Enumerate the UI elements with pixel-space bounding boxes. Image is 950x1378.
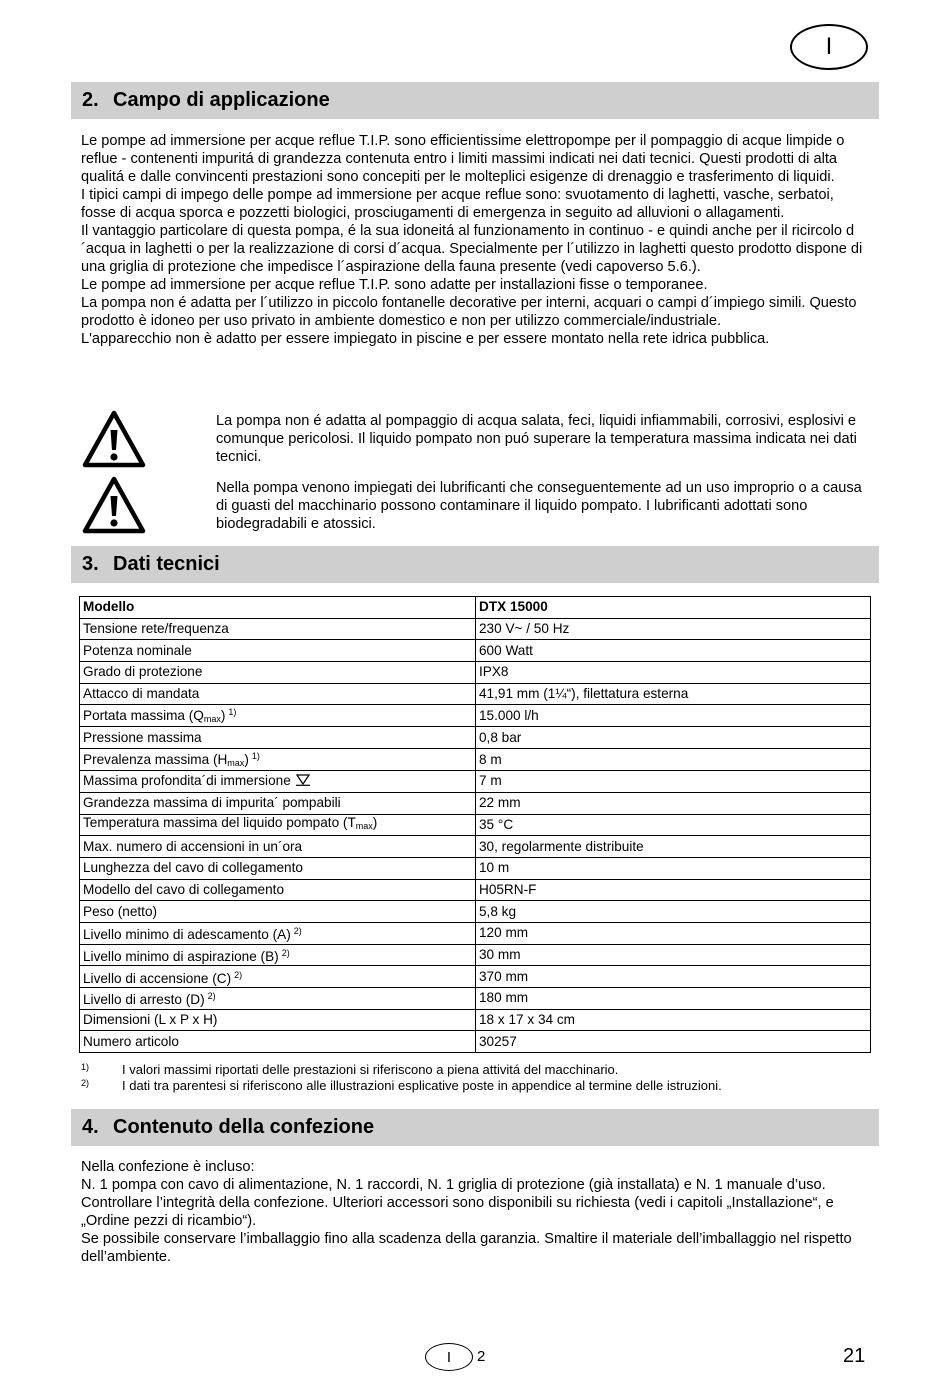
table-row: [80, 944, 871, 966]
footnote-reference: 2): [207, 991, 216, 1002]
row-label-text: Livello di arresto (D): [83, 992, 205, 1008]
row-value: 30257: [476, 1031, 871, 1053]
paragraph: I tipici campi di impego delle pompe ad immersione per acque reflue sono: svuotamento di laghetti, vasche, serbatoi, fosse di acqua sporca e pozzetti biologici, prosciugamenti di emergenza in seguito ad alluvioni o allagamenti.: [81, 187, 834, 221]
table-row: [80, 814, 871, 836]
row-value: 600 Watt: [476, 640, 871, 662]
section-4-title: Contenuto della confezione: [113, 1116, 375, 1138]
row-value: 7 m: [476, 771, 871, 793]
table-row: [80, 792, 871, 814]
table-row: [80, 1031, 871, 1053]
language-badge: I: [790, 24, 868, 70]
row-label-text: Potenza nominale: [83, 642, 192, 658]
row-label-text: Lunghezza del cavo di collegamento: [83, 860, 303, 876]
row-label: [80, 879, 476, 901]
table-row: [80, 879, 871, 901]
footnote-reference: 1): [251, 751, 260, 762]
row-value: 180 mm: [476, 988, 871, 1010]
table-row: [80, 705, 871, 727]
row-label-tail: ): [372, 815, 378, 831]
row-label-text: Attacco di mandata: [83, 686, 200, 702]
row-label: [80, 662, 476, 684]
section-2-body: [81, 132, 871, 348]
table-row: [80, 662, 871, 684]
footnote-mark: 1): [81, 1062, 90, 1072]
section-3-title: Dati tecnici: [113, 553, 220, 575]
row-value: 120 mm: [476, 922, 871, 944]
paragraph: Le pompe ad immersione per acque reflue T.I.P. sono adatte per installazioni fisse o temporanee.: [81, 277, 708, 293]
paragraph: L'apparecchio non è adatto per essere impiegato in piscine e per essere montato nella rete idrica pubblica.: [81, 331, 770, 347]
table-row: [80, 1009, 871, 1031]
row-value: H05RN-F: [476, 879, 871, 901]
section-4-heading: [71, 1109, 879, 1146]
paragraph: Il vantaggio particolare di questa pompa, é la sua idoneitá al funzionamento in continuo - e quindi anche per il ricircolo d´acqua in laghetti o per la realizzazione di corsi d´acqua. Specialmente per l´utilizzo in laghetti questo prodotto dispone di una griglia di protezione che impedisce l´aspirazione della fauna presente (vedi capoverso 5.6.).: [81, 223, 863, 275]
footnote-reference: 1): [228, 707, 237, 718]
row-label: [80, 727, 476, 749]
row-value: 30, regolarmente distribuite: [476, 836, 871, 858]
footer-language-badge: I: [425, 1343, 473, 1371]
table-row: [80, 683, 871, 705]
table-row: [80, 749, 871, 771]
warning-icon: [82, 476, 146, 534]
row-value: 5,8 kg: [476, 901, 871, 923]
table-header-value: DTX 15000: [476, 597, 871, 619]
row-label: [80, 771, 476, 793]
section-3-heading: [71, 546, 879, 583]
row-value: 30 mm: [476, 944, 871, 966]
row-label-text: Modello del cavo di collegamento: [83, 881, 285, 897]
row-label: [80, 988, 476, 1010]
row-label: [80, 901, 476, 923]
section-4-number: 4.: [82, 1116, 99, 1138]
row-label-text: Pressione massima: [83, 729, 202, 745]
footnote-reference: 2): [234, 969, 243, 980]
row-label-text: Livello di accensione (C): [83, 970, 232, 986]
table-row: [80, 857, 871, 879]
row-label: [80, 836, 476, 858]
row-label-text: Prevalenza massima (H: [83, 752, 228, 768]
row-value: 15.000 l/h: [476, 705, 871, 727]
table-row: [80, 901, 871, 923]
row-label-text: Max. numero di accensioni in un´ora: [83, 838, 303, 854]
row-label-text: Grado di protezione: [83, 664, 203, 680]
row-label-text: Peso (netto): [83, 903, 158, 919]
warning-text-2: Nella pompa venono impiegati dei lubrificanti che conseguentemente ad un uso improprio o a causa di guasti del macchinario possono contaminare il liquido pompato. I lubrificanti adottati sono biodegradabili e atossici.: [216, 480, 862, 532]
paragraph: La pompa non é adatta per l´utilizzo in piccolo fontanelle decorative per interni, acquari o campi d´impiego simili. Questo prodotto è idoneo per uso privato in ambiente domestico e non per utilizzo commerciale/industriale.: [81, 295, 857, 329]
row-value: 0,8 bar: [476, 727, 871, 749]
section-2-title: Campo di applicazione: [113, 89, 330, 111]
row-label: [80, 944, 476, 966]
row-value: 370 mm: [476, 966, 871, 988]
row-label-text: Dimensioni (L x P x H): [83, 1012, 218, 1028]
table-row: [80, 988, 871, 1010]
row-label: [80, 814, 476, 836]
row-label-subscript: max: [203, 714, 221, 725]
row-label: [80, 618, 476, 640]
row-label: [80, 922, 476, 944]
row-label: [80, 683, 476, 705]
row-value: 35 °C: [476, 814, 871, 836]
row-value: 10 m: [476, 857, 871, 879]
table-row: [80, 727, 871, 749]
table-header-label: Modello: [80, 597, 476, 619]
technical-data-table: [79, 596, 871, 1053]
row-value: 8 m: [476, 749, 871, 771]
table-header-row: [80, 597, 871, 619]
warning-icon: [82, 410, 146, 468]
row-label: [80, 1031, 476, 1053]
row-label-tail: ): [244, 752, 249, 768]
table-row: [80, 836, 871, 858]
row-label-text: Grandezza massima di impurita´ pompabili: [83, 795, 341, 811]
section-4-body: [81, 1158, 871, 1266]
row-value: 22 mm: [476, 792, 871, 814]
footnote-reference: 2): [281, 947, 290, 958]
table-row: [80, 771, 871, 793]
footnote-text: I valori massimi riportati delle prestazioni si riferiscono a piena attivitá del macchinario.: [122, 1062, 619, 1077]
section-2-heading: [71, 82, 879, 119]
row-label: [80, 966, 476, 988]
row-label-text: Massima profondita´di immersione: [83, 773, 291, 789]
table-row: [80, 966, 871, 988]
table-row: [80, 922, 871, 944]
footnote-reference: 2): [293, 926, 302, 937]
warning-text-1: La pompa non é adatta al pompaggio di acqua salata, feci, liquidi infiammabili, corrosivi, esplosivi e comunque pericolosi. Il liquido pompato non puó superare la temperatura massima indicata nei dati tecnici.: [216, 413, 857, 465]
footnote-text: I dati tra parentesi si riferiscono alle illustrazioni esplicative poste in appendice al termine delle istruzioni.: [122, 1078, 722, 1093]
row-label: [80, 705, 476, 727]
footnotes: [81, 1062, 881, 1094]
paragraph: Controllare l’integrità della confezione. Ulteriori accessori sono disponibili su richiesta (vedi i capitoli „Installazione“, e „Ordine pezzi di ricambio“).: [81, 1195, 834, 1229]
row-label-text: Numero articolo: [83, 1033, 179, 1049]
row-label-subscript: max: [355, 821, 373, 832]
table-row: [80, 618, 871, 640]
row-label-text: Livello minimo di adescamento (A): [83, 927, 291, 943]
footnote: [81, 1078, 881, 1094]
paragraph: N. 1 pompa con cavo di alimentazione, N. 1 raccordi, N. 1 griglia di protezione (già installata) e N. 1 manuale d’uso.: [81, 1177, 826, 1193]
section-2-number: 2.: [82, 89, 99, 111]
row-label: [80, 857, 476, 879]
page-number: 21: [843, 1345, 866, 1367]
water-level-icon: [296, 774, 310, 786]
row-label-text: Portata massima (Q: [83, 708, 204, 724]
paragraph: Nella confezione è incluso:: [81, 1159, 255, 1175]
paragraph: Se possibile conservare l’imballaggio fino alla scadenza della garanzia. Smaltire il materiale dell’imballaggio nel rispetto dell’ambiente.: [81, 1231, 852, 1265]
footnote-mark: 2): [81, 1078, 90, 1088]
row-label: [80, 640, 476, 662]
row-label: [80, 1009, 476, 1031]
row-value: 41,91 mm (1¼“), filettatura esterna: [476, 683, 871, 705]
footnote: [81, 1062, 881, 1078]
section-3-number: 3.: [82, 553, 99, 575]
table-row: [80, 640, 871, 662]
section-page-number: 2: [477, 1348, 486, 1365]
row-label-subscript: max: [227, 758, 245, 769]
paragraph: Le pompe ad immersione per acque reflue T.I.P. sono efficientissime elettropompe per il pompaggio di acque limpide o reflue - contenenti impuritá di grandezza contenuta entro i limiti massimi indicati nei dati tecnici. Questi prodotti di alta qualitá e dalle convincenti prestazioni sono concepiti per le molteplici esigenze di drenaggio e trasferimento di liquidi.: [81, 133, 845, 185]
row-label: [80, 749, 476, 771]
row-value: 18 x 17 x 34 cm: [476, 1009, 871, 1031]
row-label-text: Livello minimo di aspirazione (B): [83, 948, 279, 964]
row-label-tail: ): [220, 708, 226, 724]
row-value: 230 V~ / 50 Hz: [476, 618, 871, 640]
row-label-text: Temperatura massima del liquido pompato (T: [83, 815, 356, 831]
row-label: [80, 792, 476, 814]
row-label-text: Tensione rete/frequenza: [83, 621, 229, 637]
row-value: IPX8: [476, 662, 871, 684]
